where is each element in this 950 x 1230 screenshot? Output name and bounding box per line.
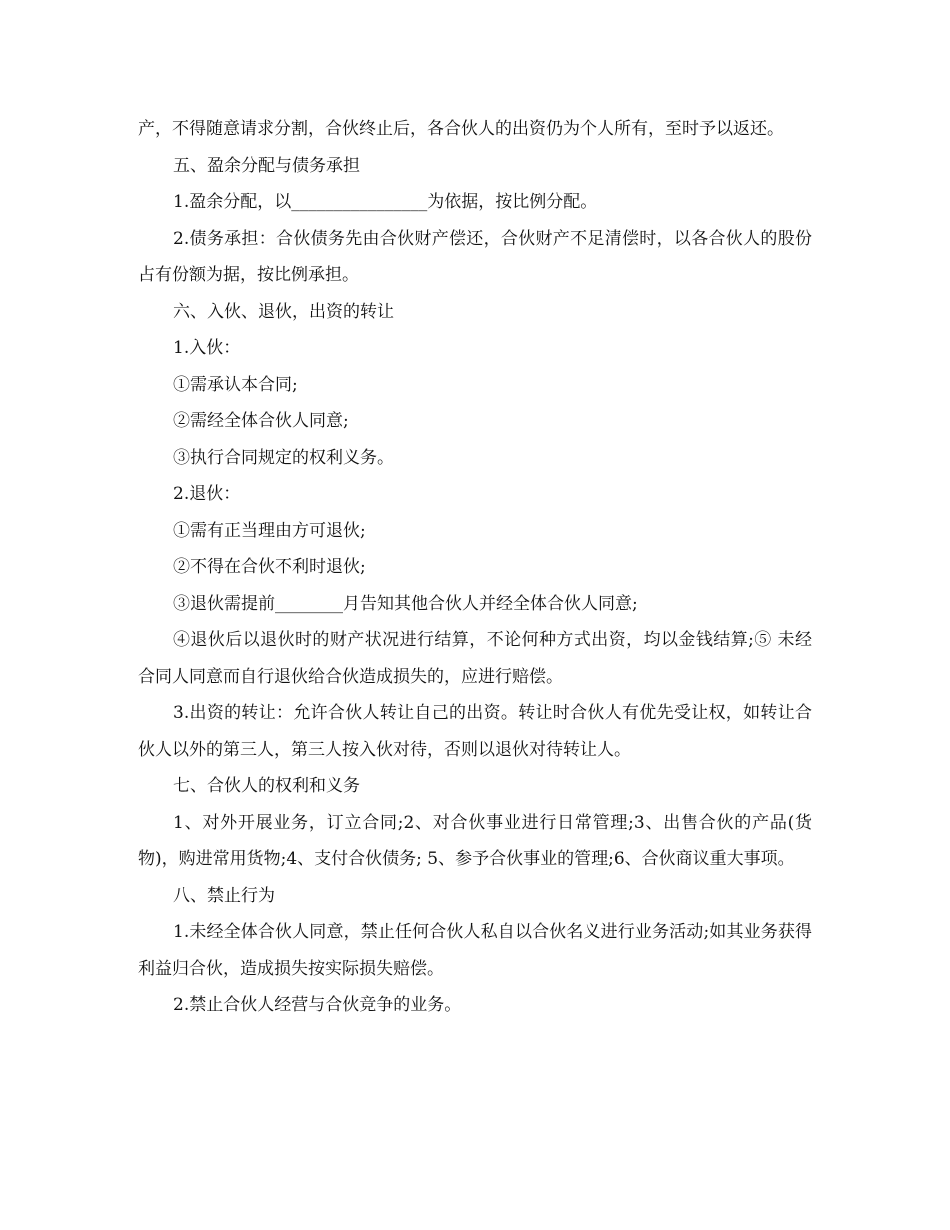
clause-rights-list: 1、对外开展业务，订立合同;2、对合伙事业进行日常管理;3、出售合伙的产品(货物)，购进常用货物;4、支付合伙债务; 5、参予合伙事业的管理;6、合伙商议重大事项。	[138, 812, 812, 869]
clause-join: 1.入伙：	[173, 338, 241, 358]
withdraw-item-4-5: ④退伙后以退伙时的财产状况进行结算，不论何种方式出资，均以金钱结算;⑤ 未经合同人同意而自行退伙给合伙造成损失的，应进行赔偿。	[138, 630, 812, 687]
join-item-3: ③执行合同规定的权利义务。	[173, 447, 394, 468]
section-heading-join-withdraw: 六、入伙、退伙，出资的转让	[173, 301, 394, 322]
withdraw-item-3: ③退伙需提前________月告知其他合伙人并经全体合伙人同意;	[173, 593, 638, 614]
prohibited-item-2: 2.禁止合伙人经营与合伙竞争的业务。	[173, 995, 462, 1015]
withdraw-item-2: ②不得在合伙不利时退伙;	[173, 557, 366, 577]
clause-profit-distribution: 1.盈余分配，以________________为依据，按比例分配。	[173, 192, 598, 212]
prohibited-item-1: 1.未经全体合伙人同意，禁止任何合伙人私自以合伙名义进行业务活动;如其业务获得利益归合伙，造成损失按实际损失赔偿。	[138, 922, 812, 979]
withdraw-item-1: ①需有正当理由方可退伙;	[173, 520, 366, 541]
section-heading-profit-debt: 五、盈余分配与债务承担	[173, 155, 360, 176]
join-item-1: ①需承认本合同;	[173, 374, 298, 395]
section-heading-prohibited: 八、禁止行为	[173, 885, 275, 906]
section-heading-rights-duties: 七、合伙人的权利和义务	[173, 776, 360, 796]
paragraph-continuation: 产，不得随意请求分割，合伙终止后，各合伙人的出资仍为个人所有，至时予以返还。	[138, 119, 784, 139]
clause-withdraw: 2.退伙：	[173, 484, 241, 504]
clause-capital-transfer: 3.出资的转让：允许合伙人转让自己的出资。转让时合伙人有优先受让权，如转让合伙人以外的第三人，第三人按入伙对待，否则以退伙对待转让人。	[138, 703, 812, 760]
clause-debt-bearing: 2.债务承担：合伙债务先由合伙财产偿还，合伙财产不足清偿时，以各合伙人的股份占有份额为据，按比例承担。	[138, 228, 812, 285]
join-item-2: ②需经全体合伙人同意;	[173, 411, 349, 431]
